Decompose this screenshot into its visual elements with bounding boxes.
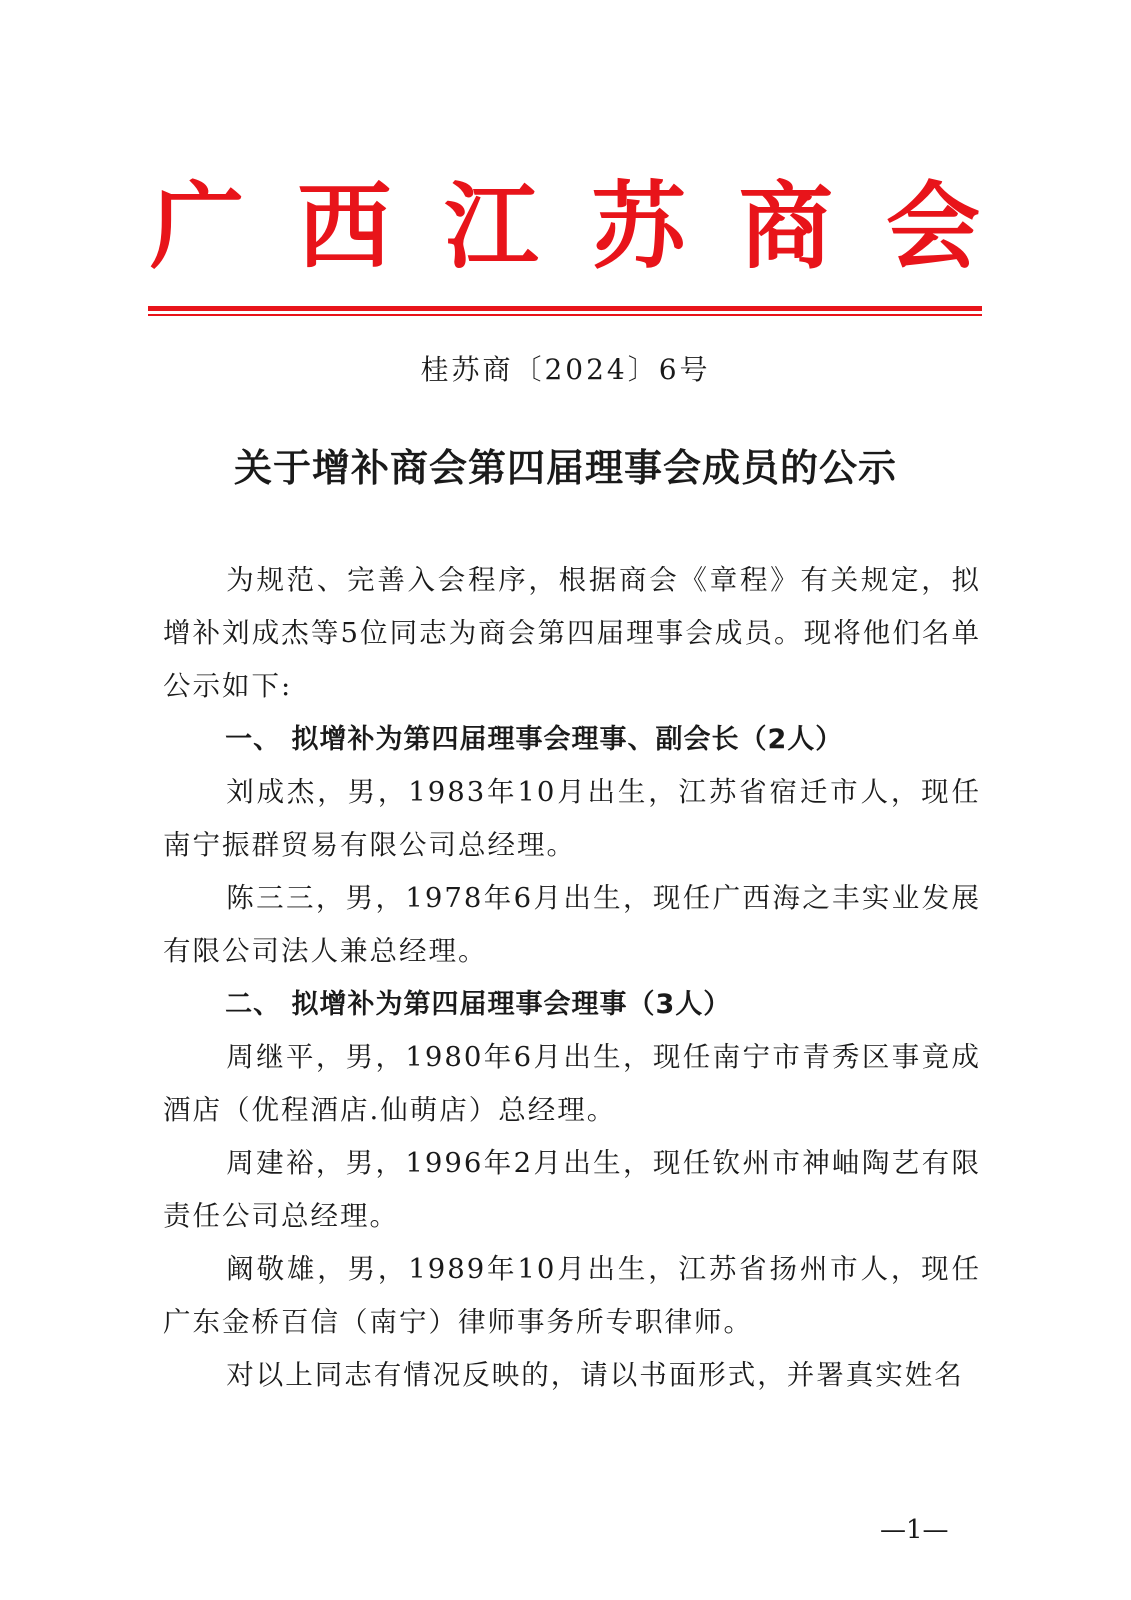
intro-paragraph: 为规范、完善入会程序，根据商会《章程》有关规定，拟增补刘成杰等5位同志为商会第四届理事会成员。现将他们名单公示如下: <box>163 564 981 702</box>
candidate-paragraph: 周建裕，男，1996年2月出生，现任钦州市神岫陶艺有限责任公司总经理。 <box>163 1147 981 1232</box>
document-title: 关于增补商会第四届理事会成员的公示 <box>233 446 897 490</box>
candidate-paragraph: 陈三三，男，1978年6月出生，现任广西海之丰实业发展有限公司法人兼总经理。 <box>163 882 981 967</box>
candidate-paragraph: 刘成杰，男，1983年10月出生，江苏省宿迁市人，现任南宁振群贸易有限公司总经理。 <box>163 776 981 861</box>
masthead-rule-thick <box>148 306 982 311</box>
candidate-paragraph: 阚敬雄，男，1989年10月出生，江苏省扬州市人，现任广东金桥百信（南宁）律师事务所专职律师。 <box>163 1253 981 1338</box>
masthead-char: 会 <box>885 172 980 282</box>
masthead-title <box>150 172 980 282</box>
page-number: —1— <box>880 1515 949 1545</box>
section-heading-directors: 二、 拟增补为第四届理事会理事（3人） <box>225 989 732 1020</box>
candidate-paragraph: 周继平，男，1980年6月出生，现任南宁市青秀区事竟成酒店（优程酒店.仙萌店）总经理。 <box>163 1041 981 1126</box>
closing-paragraph: 对以上同志有情况反映的，请以书面形式，并署真实姓名 <box>226 1359 964 1391</box>
masthead-char: 商 <box>738 172 833 282</box>
document-body <box>163 554 981 1402</box>
masthead-char: 苏 <box>591 172 686 282</box>
document-number: 桂苏商〔2024〕6号 <box>420 353 711 386</box>
masthead-char: 西 <box>297 172 392 282</box>
masthead-char: 广 <box>150 172 245 282</box>
masthead-rule-thin <box>148 314 982 316</box>
section-heading-vice-presidents: 一、 拟增补为第四届理事会理事、副会长（2人） <box>225 724 844 755</box>
masthead-char: 江 <box>444 172 539 282</box>
